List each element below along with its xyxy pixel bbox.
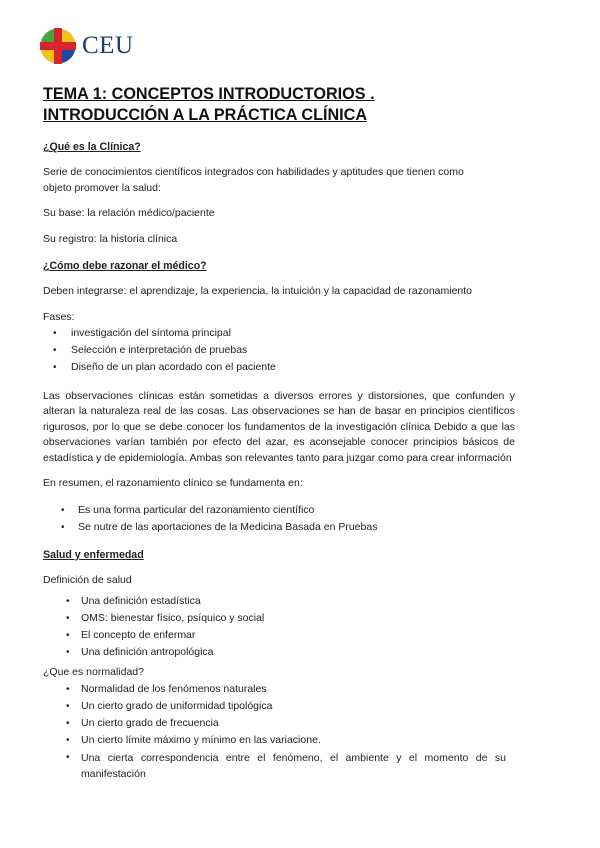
bullet-icon: • bbox=[66, 612, 70, 624]
resumen-label: En resumen, el razonamiento clínico se fundamenta en: bbox=[43, 477, 303, 490]
ceu-emblem-icon bbox=[40, 28, 76, 64]
document-content bbox=[43, 84, 523, 782]
list-item: • OMS: bienestar físico, psíquico y social bbox=[43, 610, 523, 627]
bullet-icon: • bbox=[66, 735, 70, 747]
list-item: • Selección e interpretación de pruebas bbox=[43, 342, 523, 359]
list-item: • Una definición estadística bbox=[43, 593, 523, 610]
list-item: • Un cierto grado de uniformidad tipológica bbox=[43, 698, 523, 715]
bullet-icon: • bbox=[53, 345, 57, 357]
phases-label: Fases: bbox=[43, 310, 75, 323]
heading-que-es-la-clinica: ¿Qué es la Clínica? bbox=[43, 141, 141, 153]
list-item: • Un cierto límite máximo y mínimo en las variacione. bbox=[43, 732, 523, 749]
bullet-icon: • bbox=[66, 647, 70, 659]
razonar-intro: Deben integrarse: el aprendizaje, la experiencia, la intuición y la capacidad de razonamiento bbox=[43, 285, 473, 297]
title-line-2: INTRODUCCIÓN A LA PRÁCTICA CLÍNICA bbox=[43, 106, 368, 124]
bullet-icon: • bbox=[66, 701, 70, 713]
bullet-icon: • bbox=[61, 521, 65, 533]
ceu-logo bbox=[40, 28, 134, 64]
phases-list bbox=[43, 325, 523, 377]
observaciones-paragraph: Las observaciones clínicas están sometidas a diversos errores y distorsiones, que confunden y alteran la naturaleza real de las cosas. Las observaciones se han de basar en principios científicos rigurosos, por lo que se debe conocer los fundamentos de la investigación clínica Debido a que las observaciones varían también por efecto del azar, es aconsejable conocer principios básicos de estadística y de epidemiología. Ambas son relevantes tanto para juzgar como para crear información bbox=[43, 389, 515, 464]
bullet-icon: • bbox=[66, 751, 70, 763]
heading-salud-enfermedad: Salud y enfermedad bbox=[43, 549, 144, 562]
normalidad-list bbox=[43, 681, 523, 782]
bullet-icon: • bbox=[61, 504, 65, 516]
bullet-icon: • bbox=[66, 683, 70, 695]
page-title bbox=[43, 84, 523, 126]
list-item: • Es una forma particular del razonamiento científico bbox=[43, 502, 523, 519]
list-item: • Una definición antropológica bbox=[43, 644, 523, 661]
clinica-registro: Su registro: la historia clínica bbox=[43, 232, 178, 245]
list-item: • Normalidad de los fenómenos naturales bbox=[43, 681, 523, 698]
list-item: • Se nutre de las aportaciones de la Medicina Basada en Pruebas bbox=[43, 519, 523, 536]
bullet-icon: • bbox=[66, 629, 70, 641]
bullet-icon: • bbox=[66, 595, 70, 607]
clinica-base: Su base: la relación médico/paciente bbox=[43, 207, 215, 219]
normalidad-label: ¿Que es normalidad? bbox=[43, 666, 144, 679]
list-item: • El concepto de enfermar bbox=[43, 627, 523, 644]
definicion-salud-list bbox=[43, 593, 523, 662]
list-item: • Un cierto grado de frecuencia bbox=[43, 715, 523, 732]
list-item: • Diseño de un plan acordado con el paciente bbox=[43, 359, 523, 376]
resumen-list bbox=[43, 502, 523, 536]
title-line-1: TEMA 1: CONCEPTOS INTRODUCTORIOS . bbox=[43, 85, 375, 103]
logo-text: CEU bbox=[82, 32, 134, 59]
list-item: • Una cierta correspondencia entre el fenómeno, el ambiente y el momento de su manifestación bbox=[66, 751, 506, 780]
heading-como-razonar: ¿Cómo debe razonar el médico? bbox=[43, 260, 207, 272]
bullet-icon: • bbox=[53, 362, 57, 374]
definicion-salud-label: Definición de salud bbox=[43, 574, 132, 587]
bullet-icon: • bbox=[53, 328, 57, 339]
list-item: • investigación del síntoma principal bbox=[43, 325, 523, 342]
bullet-icon: • bbox=[66, 718, 70, 730]
clinica-definition: Serie de conocimientos científicos integrados con habilidades y aptitudes que tienen como objeto promover la salud: bbox=[43, 166, 464, 194]
